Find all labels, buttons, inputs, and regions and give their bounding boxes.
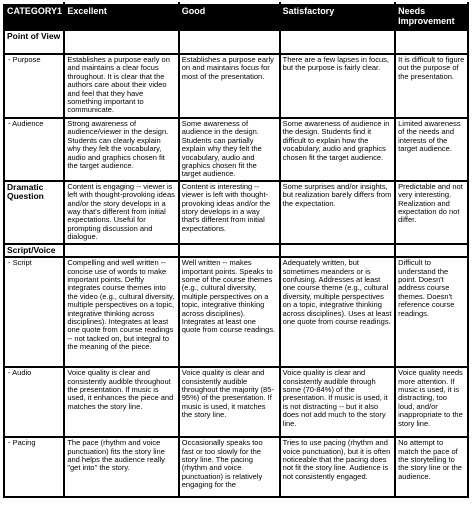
table-cell: The pace (rhythm and voice punctuation) fits the story line and helps the audience really "get into" the story. [64,437,178,497]
row-label-purpose: - Purpose [4,54,64,118]
header-needs-improvement: Needs Improvement [395,3,468,30]
table-cell: Some awareness of audience in the design. Students can partially explain why they felt the vocabulary, audio and graphics chosen fit the target audience. [179,118,280,181]
empty-cell [280,244,395,258]
table-cell: Compelling and well written -- concise use of words to make important points. Deftly integrates course themes into the video (e.g., cultural diversity, multiple perspectives on a topic, integrative thinking across disciplines). Integrates at least one quote from course readings -- not tacked on, but integral to the meaning of the piece. [64,257,178,367]
table-cell: Limited awareness of the needs and interests of the target audience. [395,118,468,181]
table-cell: Voice quality is clear and consistently audible throughout the majority (85-95%) of the presentation. If music is used, it matches the story line. [179,367,280,437]
section-row [4,30,468,54]
row-label-audio: - Audio [4,367,64,437]
row-label-pacing: - Pacing [4,437,64,497]
table-cell: Establishes a purpose early on and maintains focus for most of the presentation. [179,54,280,118]
empty-cell [64,244,178,258]
header-excellent: Excellent [64,3,178,30]
table-cell: Voice quality is clear and consistently audible through some (70-84%) of the presentation. If music is used, it is not distracting -- but it also does not add much to the story line. [280,367,395,437]
table-row [4,181,468,244]
table-cell: Tries to use pacing (rhythm and voice punctuation), but it is often noticeable that the pacing does not fit the story line. Audience is not consistently engaged. [280,437,395,497]
table-row [4,367,468,437]
header-category: CATEGORY1 [4,3,64,30]
empty-cell [179,30,280,54]
header-row [4,3,468,30]
rubric-table [3,2,469,498]
table-cell: It is difficult to figure out the purpose of the presentation. [395,54,468,118]
header-good: Good [179,3,280,30]
section-title-dramatic-question: Dramatic Question [4,181,64,244]
section-row [4,244,468,258]
table-cell: Adequately written, but sometimes meanders or is confusing. Addresses at least one course theme (e.g., cultural diversity, multiple perspectives on a topic, integrative thinking across disciplines). Uses at least one quote from course readings. [280,257,395,367]
row-label-audience: - Audience [4,118,64,181]
header-satisfactory: Satisfactory [280,3,395,30]
table-cell: Predictable and not very interesting. Realization and expectation do not differ. [395,181,468,244]
empty-cell [395,30,468,54]
row-label-script: - Script [4,257,64,367]
section-title-point-of-view: Point of View [4,30,64,54]
empty-cell [179,244,280,258]
table-cell: Content is interesting -- viewer is left with thought-provoking ideas and/or the story develops in a way that's different from initial expectations. [179,181,280,244]
table-cell: Voice quality needs more attention. If music is used, it is distracting, too loud, and/or inappropriate to the story line. [395,367,468,437]
empty-cell [64,30,178,54]
table-cell: Some awareness of audience in the design. Students find it difficult to explain how the vocabulary, audio and graphics chosen fit the target audience. [280,118,395,181]
table-row [4,437,468,497]
table-cell: No attempt to match the pace of the storytelling to the story line or the audience. [395,437,468,497]
table-cell: Difficult to understand the point. Doesn't address course themes. Doesn't reference course readings. [395,257,468,367]
table-cell: Strong awareness of audience/viewer in the design. Students can clearly explain why they felt the vocabulary, audio and graphics chosen fit the target audience. [64,118,178,181]
table-cell: Voice quality is clear and consistently audible throughout the presentation. If music is used, it enhances the piece and matches the story line. [64,367,178,437]
table-cell: Some surprises and/or insights, but realization barely differs from the expectation. [280,181,395,244]
table-row [4,257,468,367]
empty-cell [395,244,468,258]
table-cell: Occasionally speaks too fast or too slowly for the story line. The pacing (rhythm and voice punctuation) is relatively engaging for the [179,437,280,497]
table-cell: Content is engaging -- viewer is left with thought-provoking ideas and/or the story develops in a way that's different from initial expectations. Useful for prompting discussion and dialogue. [64,181,178,244]
table-cell: There are a few lapses in focus, but the purpose is fairly clear. [280,54,395,118]
table-row [4,118,468,181]
table-cell: Well written -- makes important points. Speaks to some of the course themes (e.g., cultural diversity, multiple perspectives on a topic, integrative thinking across disciplines). Integrates at least one quote from course readings. [179,257,280,367]
table-cell: Establishes a purpose early on and maintains a clear focus throughout. It is clear that the authors care about their video and feel that they have something important to communicate. [64,54,178,118]
empty-cell [280,30,395,54]
table-row [4,54,468,118]
section-title-script-voice: Script/Voice [4,244,64,258]
